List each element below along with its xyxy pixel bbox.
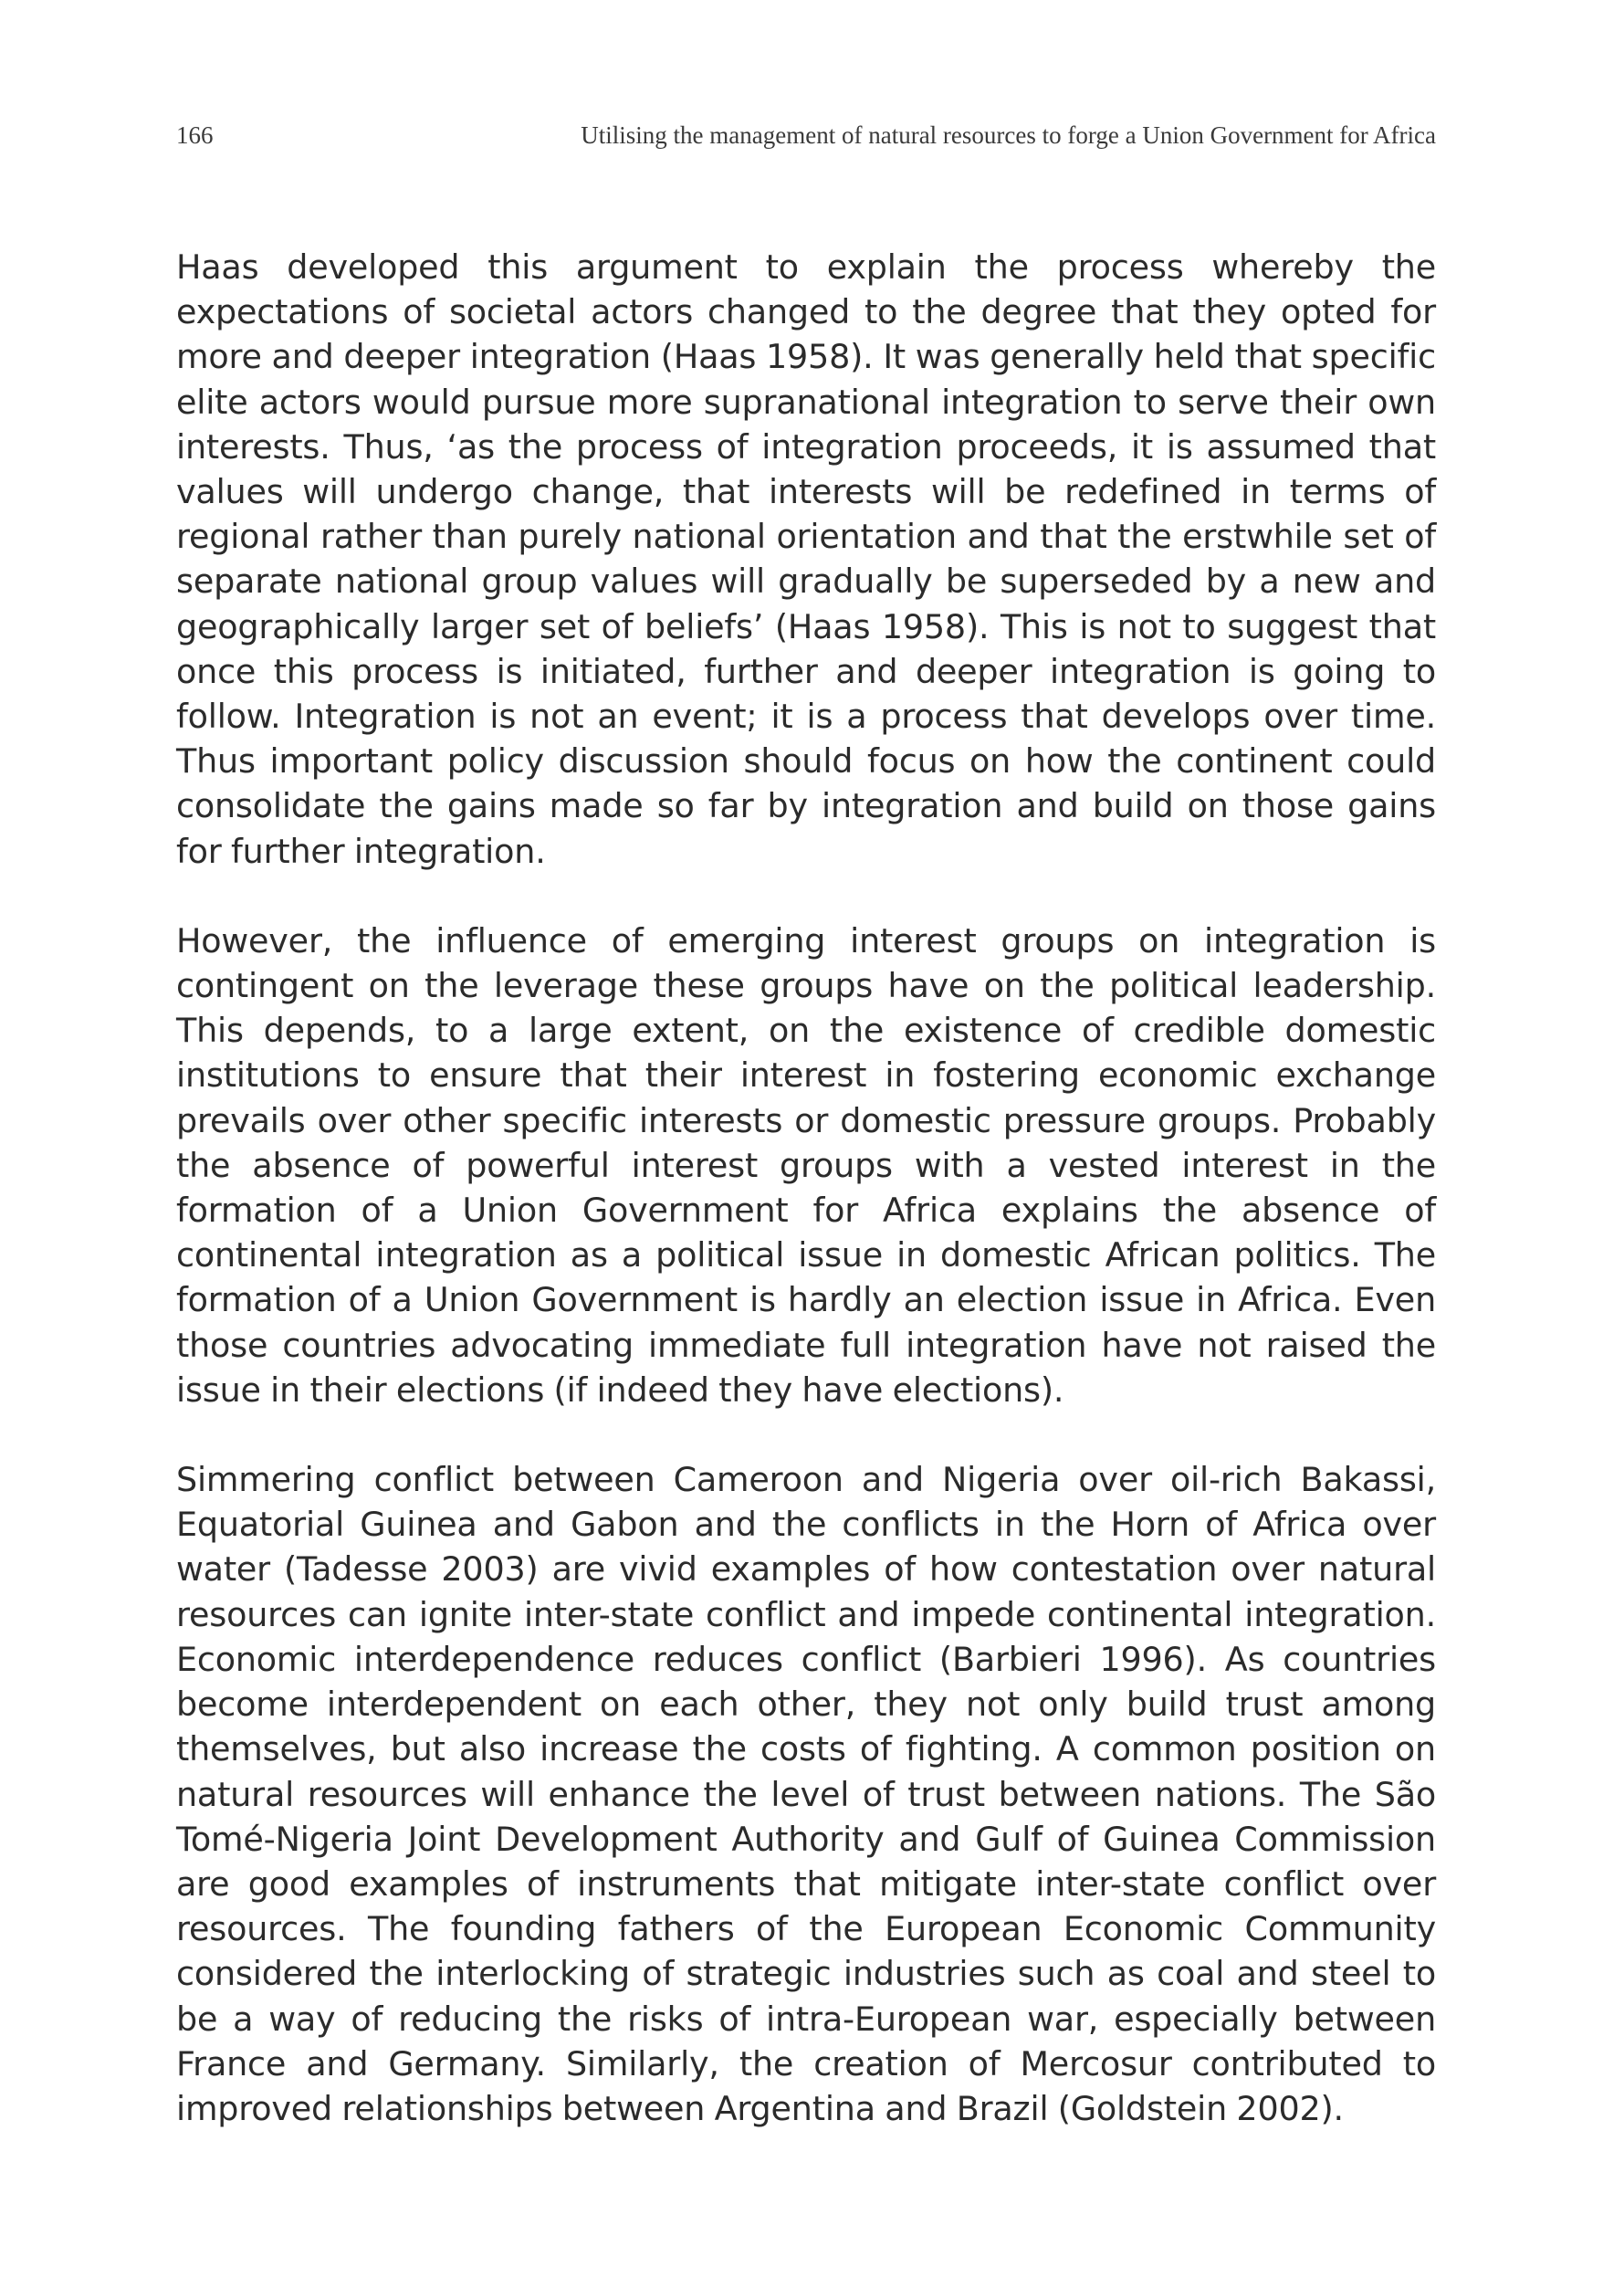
paragraph-2: However, the influence of emerging interest groups on integration is contingent on the leverage these groups have on the political leadership. This depends, to a large extent, on the existence of credible domestic institutions to ensure that their interest in fostering economic exchange prevails over other specific interests or domestic pressure groups. Probably the absence of powerful interest groups with a vested interest in the formation of a Union Government for Africa explains the absence of continental integration as a political issue in domestic African politics. The formation of a Union Government is hardly an election issue in Africa. Even those countries advocating immediate full integration have not raised the issue in their elections (if indeed they have elections). [176,920,1436,1410]
paragraph-3: Simmering conflict between Cameroon and Nigeria over oil-rich Bakassi, Equatorial Guinea and Gabon and the conflicts in the Horn of Africa over water (Tadesse 2003) are vivid examples of how contestation over natural resources can ignite inter-state conflict and impede continental integration. Economic interdependence reduces conflict (Barbieri 1996). As countries become interdependent on each other, they not only build trust among themselves, but also increase the costs of fighting. A common position on natural resources will enhance the level of trust between nations. The São Tomé-Nigeria Joint Development Authority and Gulf of Guinea Commission are good examples of instruments that mitigate inter-state conflict over resources. The founding fathers of the European Economic Community considered the interlocking of strategic industries such as coal and steel to be a way of reducing the risks of intra-European war, especially between France and Germany. Similarly, the creation of Mercosur contributed to improved relationships between Argentina and Brazil (Goldstein 2002). [176,1460,1436,2128]
running-header [176,121,1436,158]
body-text [176,245,1436,2176]
page-number: 166 [176,121,214,149]
running-title: Utilising the management of natural resources to forge a Union Government for Africa [581,121,1436,149]
paragraph-1: Haas developed this argument to explain the process whereby the expectations of societal actors changed to the degree that they opted for more and deeper integration (Haas 1958). It was generally held that specific elite actors would pursue more supranational integration to serve their own interests. Thus, ‘as the process of integration proceeds, it is assumed that values will undergo change, that interests will be redefined in terms of regional rather than purely national orientation and that the erstwhile set of separate national group values will gradually be superseded by a new and geographically larger set of beliefs’ (Haas 1958). This is not to suggest that once this process is initiated, further and deeper integration is going to follow. Integration is not an event; it is a process that develops over time. Thus important policy discussion should focus on how the continent could consolidate the gains made so far by integration and build on those gains for further integration. [176,247,1436,871]
